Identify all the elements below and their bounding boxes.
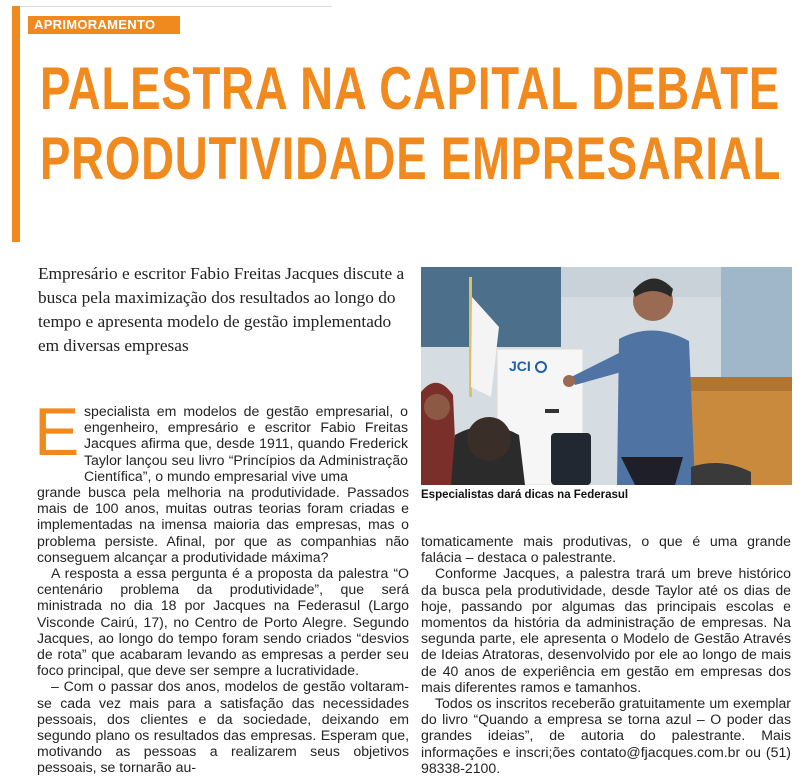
paragraph-2: A resposta a essa pergunta é a proposta da palestra “O centenário problema da produtividade”, que será ministrada no dia 18 por Jacques na Federasul (Largo Visconde Cairú, 17), no Centro de Porto Alegre. Segundo Jacques, ao longo do tempo foram sendo criados “desvios de rota” que acabaram levando as empresas a perder seu foco principal, que deve ser sempre a lucratividade. (37, 565, 409, 679)
paragraph-3: – Com o passar dos anos, modelos de gestão voltaram-se cada vez mais para a satisfação das necessidades pessoais, dos clientes e da sociedade, deixando em segundo plano os resultados das empresas. Esperam que, motivando as pessoas a realizarem seus objetivos pessoais, se tornarão au- (37, 678, 409, 776)
article-photo (421, 267, 792, 485)
headline (40, 54, 782, 194)
paragraph-5: Conforme Jacques, a palestra trará um breve histórico da busca pela produtividade, desde Taylor até os dias de hoje, passando por algumas das principais escolas e momentos da história da administração de empresas. Na segunda parte, ele apresenta o Modelo de Gestão Através de Ideias Atratoras, desenvolvido por ele ao longo de mais de 40 anos de experiência em gestão em empresas dos mais diferentes ramos e tamanhos. (421, 565, 791, 695)
body-intro (84, 403, 408, 484)
paragraph-6: Todos os inscritos receberão gratuitamente um exemplar do livro “Quando a empresa se torna azul – O poder das grandes ideias”, de autoria do palestrante. Mais informações e inscri;ões contato@fjacques.com.br ou (51) 98338-2100. (421, 695, 791, 776)
standfirst: Empresário e escritor Fabio Freitas Jacques discute a busca pela maximização dos resultados ao longo do tempo e apresenta modelo de gestão implementado em diversas empresas (38, 264, 405, 355)
headline-line-2: PRODUTIVIDADE EMPRESARIAL (40, 125, 782, 192)
paragraph-intro-cont: grande busca pela melhoria na produtividade. Passados mais de 100 anos, muitas outras teorias foram criadas e implementadas na imensa maioria das empresas, mas o problema persiste. Afinal, por que as companhias não conseguem alcançar a produtividade máxima? (37, 484, 409, 565)
body-column-1 (37, 484, 409, 776)
top-rule (12, 6, 332, 7)
drop-cap: E (34, 394, 80, 470)
accent-bar (12, 6, 20, 242)
section-tag: APRIMORAMENTO (28, 16, 180, 34)
headline-line-1: PALESTRA NA CAPITAL DEBATE (40, 55, 781, 122)
photo-caption: Especialistas dará dicas na Federasul (421, 489, 629, 501)
paragraph-4: tomaticamente mais produtivas, o que é uma grande falácia – destaca o palestrante. (421, 533, 791, 566)
body-column-2 (421, 533, 791, 776)
paragraph-intro: specialista em modelos de gestão empresarial, o engenheiro, empresário e escritor Fabio Freitas Jacques afirma que, desde 1911, quando Frederick Taylor lançou seu livro “Princípios da Administração Científica”, o mundo empresarial vive uma (84, 403, 408, 484)
sign-text: JCI (509, 358, 531, 374)
